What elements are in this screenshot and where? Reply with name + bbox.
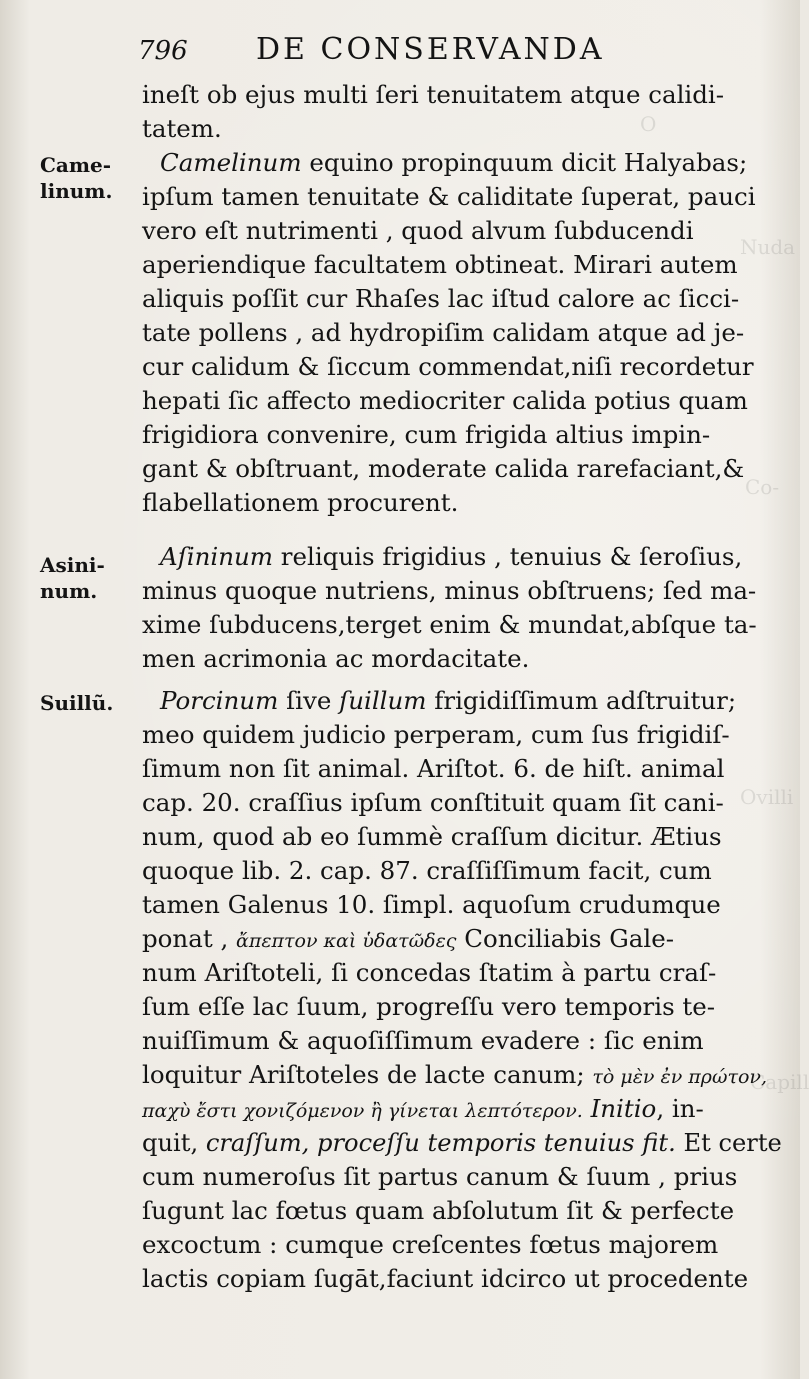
text-line: παχὺ ἔστι χονιζόμενον ἢ γίνεται λεπτότερον. Initio, in- — [142, 1094, 704, 1123]
text-line: nuiſſimum & aquoſiſſimum evadere : ſic enim — [142, 1026, 704, 1055]
show-through-text: Capill — [750, 1070, 809, 1094]
show-through-text: Ovilli — [740, 785, 794, 809]
text-line: num Ariſtoteli, ſi concedas ſtatim à partu craſ- — [142, 958, 717, 987]
margin-note-asininum: Asini- num. — [40, 553, 105, 603]
text-line: cum numeroſus ſit partus canum & ſuum , prius — [142, 1162, 738, 1191]
text-line: cap. 20. craſſius ipſum conſtituit quam ſit cani- — [142, 788, 724, 817]
text-line: tamen Galenus 10. ſimpl. aquoſum crudumque — [142, 890, 721, 919]
text-line: lactis copiam ſugāt,faciunt idcirco ut procedente — [142, 1264, 749, 1293]
text-line: excoctum : cumque creſcentes fœtus majorem — [142, 1230, 719, 1259]
text-line: cur calidum & ſiccum commendat,niſi recordetur — [142, 352, 754, 381]
text-line: flabellationem procurent. — [142, 488, 459, 517]
text-line: Aſininum reliquis frigidius , tenuius & ſeroſius, — [160, 542, 743, 571]
text-line: vero eſt nutrimenti , quod alvum ſubducendi — [142, 216, 694, 245]
text-line: loquitur Ariſtoteles de lacte canum; τὸ μὲν ἐν πρώτον, — [142, 1060, 767, 1089]
show-through-text: Nuda — [740, 235, 796, 259]
show-through-text: O — [640, 112, 657, 136]
text-line: ſimum non ſit animal. Ariſtot. 6. de hiſt. animal — [142, 754, 725, 783]
text-line: ſum eſſe lac ſuum, progreſſu vero temporis te- — [142, 992, 716, 1021]
text-line: men acrimonia ac mordacitate. — [142, 644, 530, 673]
text-line: Camelinum equino propinquum dicit Halyabas; — [160, 148, 748, 177]
text-line: ineſt ob ejus multi ſeri tenuitatem atque calidi- — [142, 80, 725, 109]
margin-note-camelinum: Came- linum. — [40, 153, 113, 203]
text-line: minus quoque nutriens, minus obſtruens; ſed ma- — [142, 576, 757, 605]
text-line: hepati ſic affecto mediocriter calida potius quam — [142, 386, 748, 415]
text-line: ipſum tamen tenuitate & caliditate ſuperat, pauci — [142, 182, 756, 211]
text-line: ſugunt lac fœtus quam abſolutum ſit & perfecte — [142, 1196, 735, 1225]
text-line: aliquis poſſit cur Rhaſes lac iſtud calore ac ſicci- — [142, 284, 740, 313]
text-line: ponat , ἄπεπτον καὶ ὑδατῶδες Conciliabis Gale- — [142, 924, 675, 953]
text-line: meo quidem judicio perperam, cum ſus frigidiſ- — [142, 720, 730, 749]
running-head — [138, 30, 778, 74]
text-line: xime ſubducens,terget enim & mundat,abſque ta- — [142, 610, 757, 639]
text-line: quoque lib. 2. cap. 87. craſſiſſimum facit, cum — [142, 856, 712, 885]
running-title: DE CONSERVANDA — [256, 32, 605, 67]
text-line: aperiendique facultatem obtineat. Mirari autem — [142, 250, 738, 279]
margin-note-suillum: Suillũ. — [40, 691, 114, 715]
text-line: quit, craſſum, proceſſu temporis tenuius fit. Et certe — [142, 1128, 782, 1157]
text-line: gant & obſtruant, moderate calida rarefaciant,& — [142, 454, 745, 483]
text-line: Porcinum ſive ſuillum frigidiſſimum adſtruitur; — [160, 686, 737, 715]
text-line: tate pollens , ad hydropiſim calidam atque ad je- — [142, 318, 745, 347]
text-line: frigidiora convenire, cum frigida altius impin- — [142, 420, 711, 449]
page-number: 796 — [138, 36, 188, 66]
show-through-text: Co- — [745, 475, 780, 499]
text-line: tatem. — [142, 114, 222, 143]
text-line: num, quod ab eo ſummè craſſum dicitur. Ætius — [142, 822, 722, 851]
